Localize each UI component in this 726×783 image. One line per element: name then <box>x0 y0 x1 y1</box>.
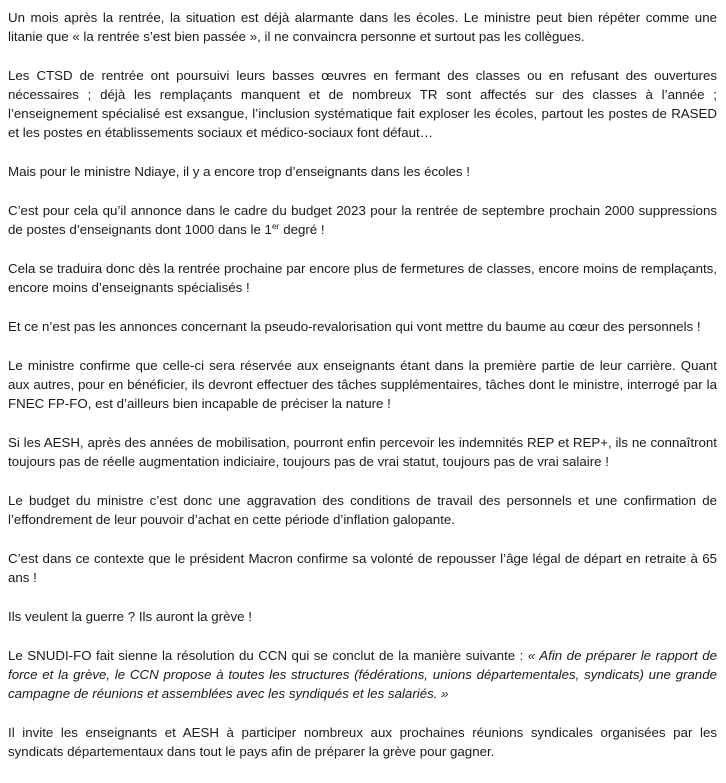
budget-text-end: degré ! <box>279 222 325 237</box>
budget-text: C’est pour cela qu’il annonce dans le cadre du budget 2023 pour la rentrée de septembre prochain 2000 suppressions de postes d’enseignants dont 1000 dans le 1 <box>8 203 717 237</box>
paragraph-revalorisation: Et ce n’est pas les annonces concernant la pseudo-revalorisation qui vont mettre du baume au cœur des personnels ! <box>8 319 701 334</box>
resolution-text: Le SNUDI-FO fait sienne la résolution du CCN qui se conclut de la manière suivante : <box>8 648 528 663</box>
ordinal-superscript: er <box>271 221 280 231</box>
paragraph-invitation: Il invite les enseignants et AESH à participer nombreux aux prochaines réunions syndicales organisées par les syndicats départementaux dans tout le pays afin de préparer la grève pour gagner. <box>8 725 717 759</box>
paragraph-budget-conclusion: Le budget du ministre c’est donc une aggravation des conditions de travail des personnels et une confirmation de l’effondrement de leur pouvoir d’achat en cette période d’inflation galopante. <box>8 493 717 527</box>
paragraph-budget <box>8 201 717 239</box>
paragraph-consequences: Cela se traduira donc dès la rentrée prochaine par encore plus de fermetures de classes, encore moins de remplaçants, encore moins d’enseignants spécialisés ! <box>8 261 717 295</box>
paragraph-resolution <box>8 646 717 703</box>
resolution-quote: « Afin de préparer le rapport de force et la grève, le CCN propose à toutes les structures (fédérations, unions départementales, syndicats) une grande campagne de réunions et assemblées avec les syndiqués et les salariés. » <box>8 648 717 701</box>
paragraph-career: Le ministre confirme que celle-ci sera réservée aux enseignants étant dans la première partie de leur carrière. Quant aux autres, pour en bénéficier, ils devront effectuer des tâches supplémentaires, tâches dont le ministre, interrogé par la FNEC FP-FO, est d’ailleurs bien incapable de préciser la nature ! <box>8 358 717 411</box>
paragraph-retraite: C’est dans ce contexte que le président Macron confirme sa volonté de repousser l’âge légal de départ en retraite à 65 ans ! <box>8 551 717 585</box>
paragraph-aesh: Si les AESH, après des années de mobilisation, pourront enfin percevoir les indemnités REP et REP+, ils ne connaîtront toujours pas de réelle augmentation indiciaire, toujours pas de vrai statut, toujours pas de vrai salaire ! <box>8 435 717 469</box>
paragraph-ndiaye: Mais pour le ministre Ndiaye, il y a encore trop d’enseignants dans les écoles ! <box>8 164 470 179</box>
paragraph-intro: Un mois après la rentrée, la situation est déjà alarmante dans les écoles. Le ministre peut bien répéter comme une litanie que « la rentrée s’est bien passée », il ne convaincra personne et surtout pas les collègues. <box>8 10 717 44</box>
paragraph-greve: Ils veulent la guerre ? Ils auront la grève ! <box>8 609 252 624</box>
paragraph-ctsd: Les CTSD de rentrée ont poursuivi leurs basses œuvres en fermant des classes ou en refusant des ouvertures nécessaires ; déjà les remplaçants manquent et de nombreux TR sont affectés sur des classes à l’année ; l’enseignement spécialisé est exsangue, l’inclusion systématique fait exploser les écoles, partout les postes de RASED et les postes en établissements sociaux et médico-sociaux font défaut… <box>8 68 717 140</box>
